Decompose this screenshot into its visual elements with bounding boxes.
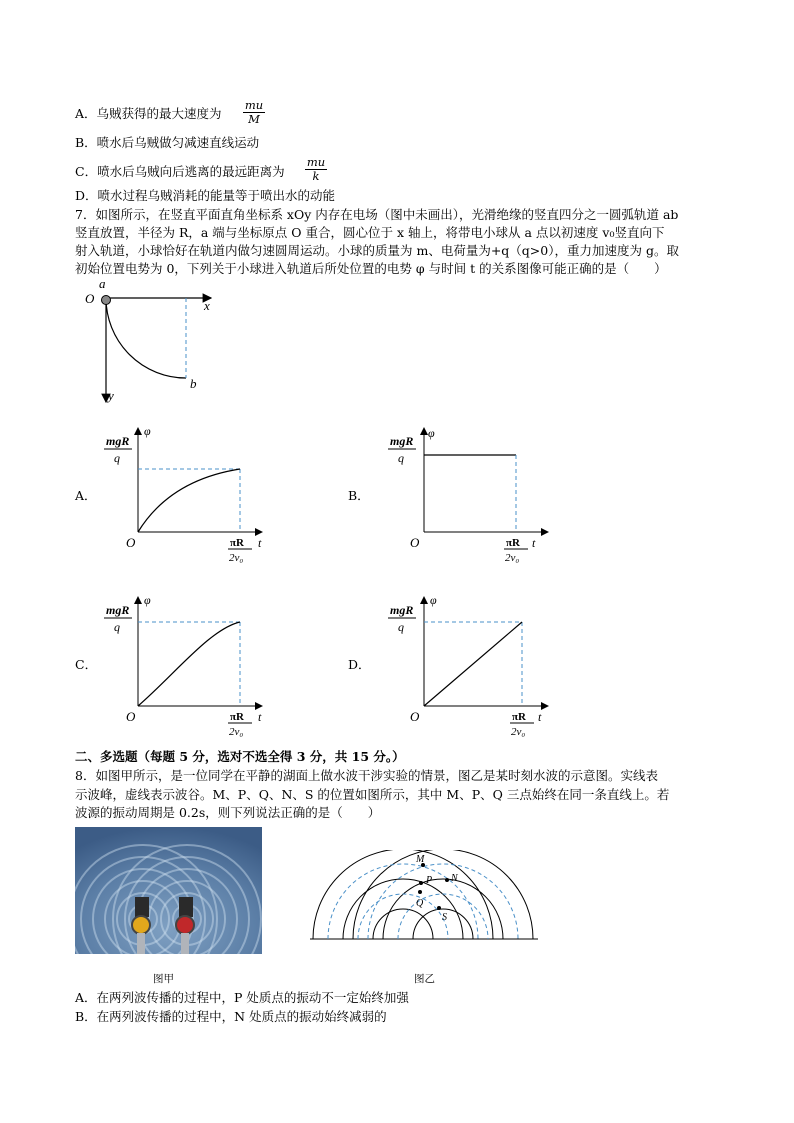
q6-option-a: [75, 105, 222, 122]
svg-text:φ: φ: [430, 594, 437, 607]
q6-option-a-fraction: [243, 99, 265, 126]
svg-text:O: O: [410, 709, 420, 724]
q7-option-b-label: B．: [348, 488, 370, 503]
svg-text:φ: φ: [144, 594, 151, 607]
svg-text:O: O: [126, 709, 136, 724]
wave-photo: [75, 827, 262, 954]
q6-option-b: B．喷水后乌贼做匀减速直线运动: [75, 135, 260, 150]
yellow-source: [132, 916, 150, 934]
svg-text:2v₀: 2v₀: [511, 726, 526, 738]
red-source: [176, 916, 194, 934]
svg-text:t: t: [532, 536, 536, 550]
svg-text:q: q: [114, 451, 120, 465]
label-x: x: [204, 298, 210, 313]
q7-graph-b: [386, 425, 556, 565]
svg-text:t: t: [258, 536, 262, 550]
svg-text:q: q: [398, 620, 404, 634]
q7-stem-line-1: 7．如图所示，在竖直平面直角坐标系 xOy 内存在电场（图中未画出），光滑绝缘的竖直四分之一圆弧轨道 ab: [75, 207, 679, 222]
q7-track-diagram: [78, 278, 228, 408]
q6-a-numerator: mu: [244, 98, 264, 112]
q6-option-c: [75, 163, 285, 180]
q7-option-d-label: D．: [348, 657, 371, 672]
svg-text:πR: πR: [512, 711, 526, 723]
svg-text:t: t: [258, 710, 262, 724]
arc-track: [106, 298, 186, 378]
svg-text:O: O: [126, 535, 136, 550]
label-y: y: [108, 388, 114, 403]
q8-stem-line-2: 示波峰，虚线表示波谷。M、P、Q、N、S 的位置如图所示，其中 M、P、Q 三点始终在同一条直线上。若: [75, 787, 670, 802]
svg-text:πR: πR: [230, 537, 244, 549]
point-m: M: [416, 854, 425, 865]
svg-text:mgR: mgR: [390, 434, 414, 448]
svg-text:t: t: [538, 710, 542, 724]
label-b: b: [190, 376, 197, 391]
q6-c-denominator: k: [305, 169, 327, 183]
wave-diagram: [308, 850, 543, 945]
q6-a-denominator: M: [243, 112, 265, 126]
q7-stem-line-4: 初始位置电势为 0，下列关于小球进入轨道后所处位置的电势 φ 与时间 t 的关系图像可能正确的是（ ）: [75, 261, 667, 276]
q7-graph-a: [100, 425, 270, 565]
svg-text:2v₀: 2v₀: [229, 726, 244, 738]
q6-option-d: D．喷水过程乌贼消耗的能量等于喷出水的动能: [75, 188, 336, 203]
svg-text:q: q: [398, 451, 404, 465]
svg-text:2v₀: 2v₀: [229, 552, 244, 564]
svg-text:mgR: mgR: [390, 603, 414, 617]
q6-option-a-text: A．乌贼获得的最大速度为: [75, 106, 222, 121]
q6-c-numerator: mu: [306, 155, 326, 169]
point-q: Q: [416, 898, 424, 909]
q8-stem-line-1: 8．如图甲所示，是一位同学在平静的湖面上做水波干涉实验的情景，图乙是某时刻水波的示意图。实线表: [75, 768, 658, 783]
svg-text:O: O: [410, 535, 420, 550]
q7-graph-c: [100, 594, 270, 739]
svg-text:mgR: mgR: [106, 434, 130, 448]
q6-option-c-fraction: [305, 156, 327, 183]
q7-option-a-label: A．: [75, 488, 97, 503]
q8-option-a: A．在两列波传播的过程中，P 处质点的振动不一定始终加强: [75, 990, 409, 1005]
point-p: P: [426, 875, 433, 886]
caption-figure-a: 图甲: [153, 973, 174, 985]
caption-figure-b: 图乙: [414, 973, 435, 985]
point-s: S: [442, 912, 447, 923]
charged-ball: [102, 296, 111, 305]
q7-stem-line-3: 射入轨道，小球恰好在轨道内做匀速圆周运动。小球的质量为 m、电荷量为+q（q>0），重力加速度为 g。取: [75, 243, 679, 258]
section-heading: 二、多选题（每题 5 分，选对不选全得 3 分，共 15 分。）: [75, 749, 405, 764]
svg-text:q: q: [114, 620, 120, 634]
svg-text:φ: φ: [144, 425, 151, 438]
label-a: a: [99, 278, 106, 291]
point-n: N: [451, 873, 458, 884]
q7-option-c-label: C．: [75, 657, 98, 672]
svg-text:πR: πR: [230, 711, 244, 723]
q7-graph-d: [386, 594, 556, 739]
svg-text:2v₀: 2v₀: [505, 552, 520, 564]
svg-text:mgR: mgR: [106, 603, 130, 617]
q7-stem-line-2: 竖直放置，半径为 R，a 端与坐标原点 O 重合，圆心位于 x 轴上，将带电小球从 a 点以初速度 v₀竖直向下: [75, 225, 665, 240]
q6-option-c-text: C．喷水后乌贼向后逃离的最远距离为: [75, 164, 285, 179]
svg-text:πR: πR: [506, 537, 520, 549]
svg-text:φ: φ: [428, 426, 435, 440]
q8-option-b: B．在两列波传播的过程中，N 处质点的振动始终减弱的: [75, 1009, 387, 1024]
q8-stem-line-3: 波源的振动周期是 0.2s，则下列说法正确的是（ ）: [75, 805, 381, 820]
label-origin: O: [85, 291, 95, 306]
